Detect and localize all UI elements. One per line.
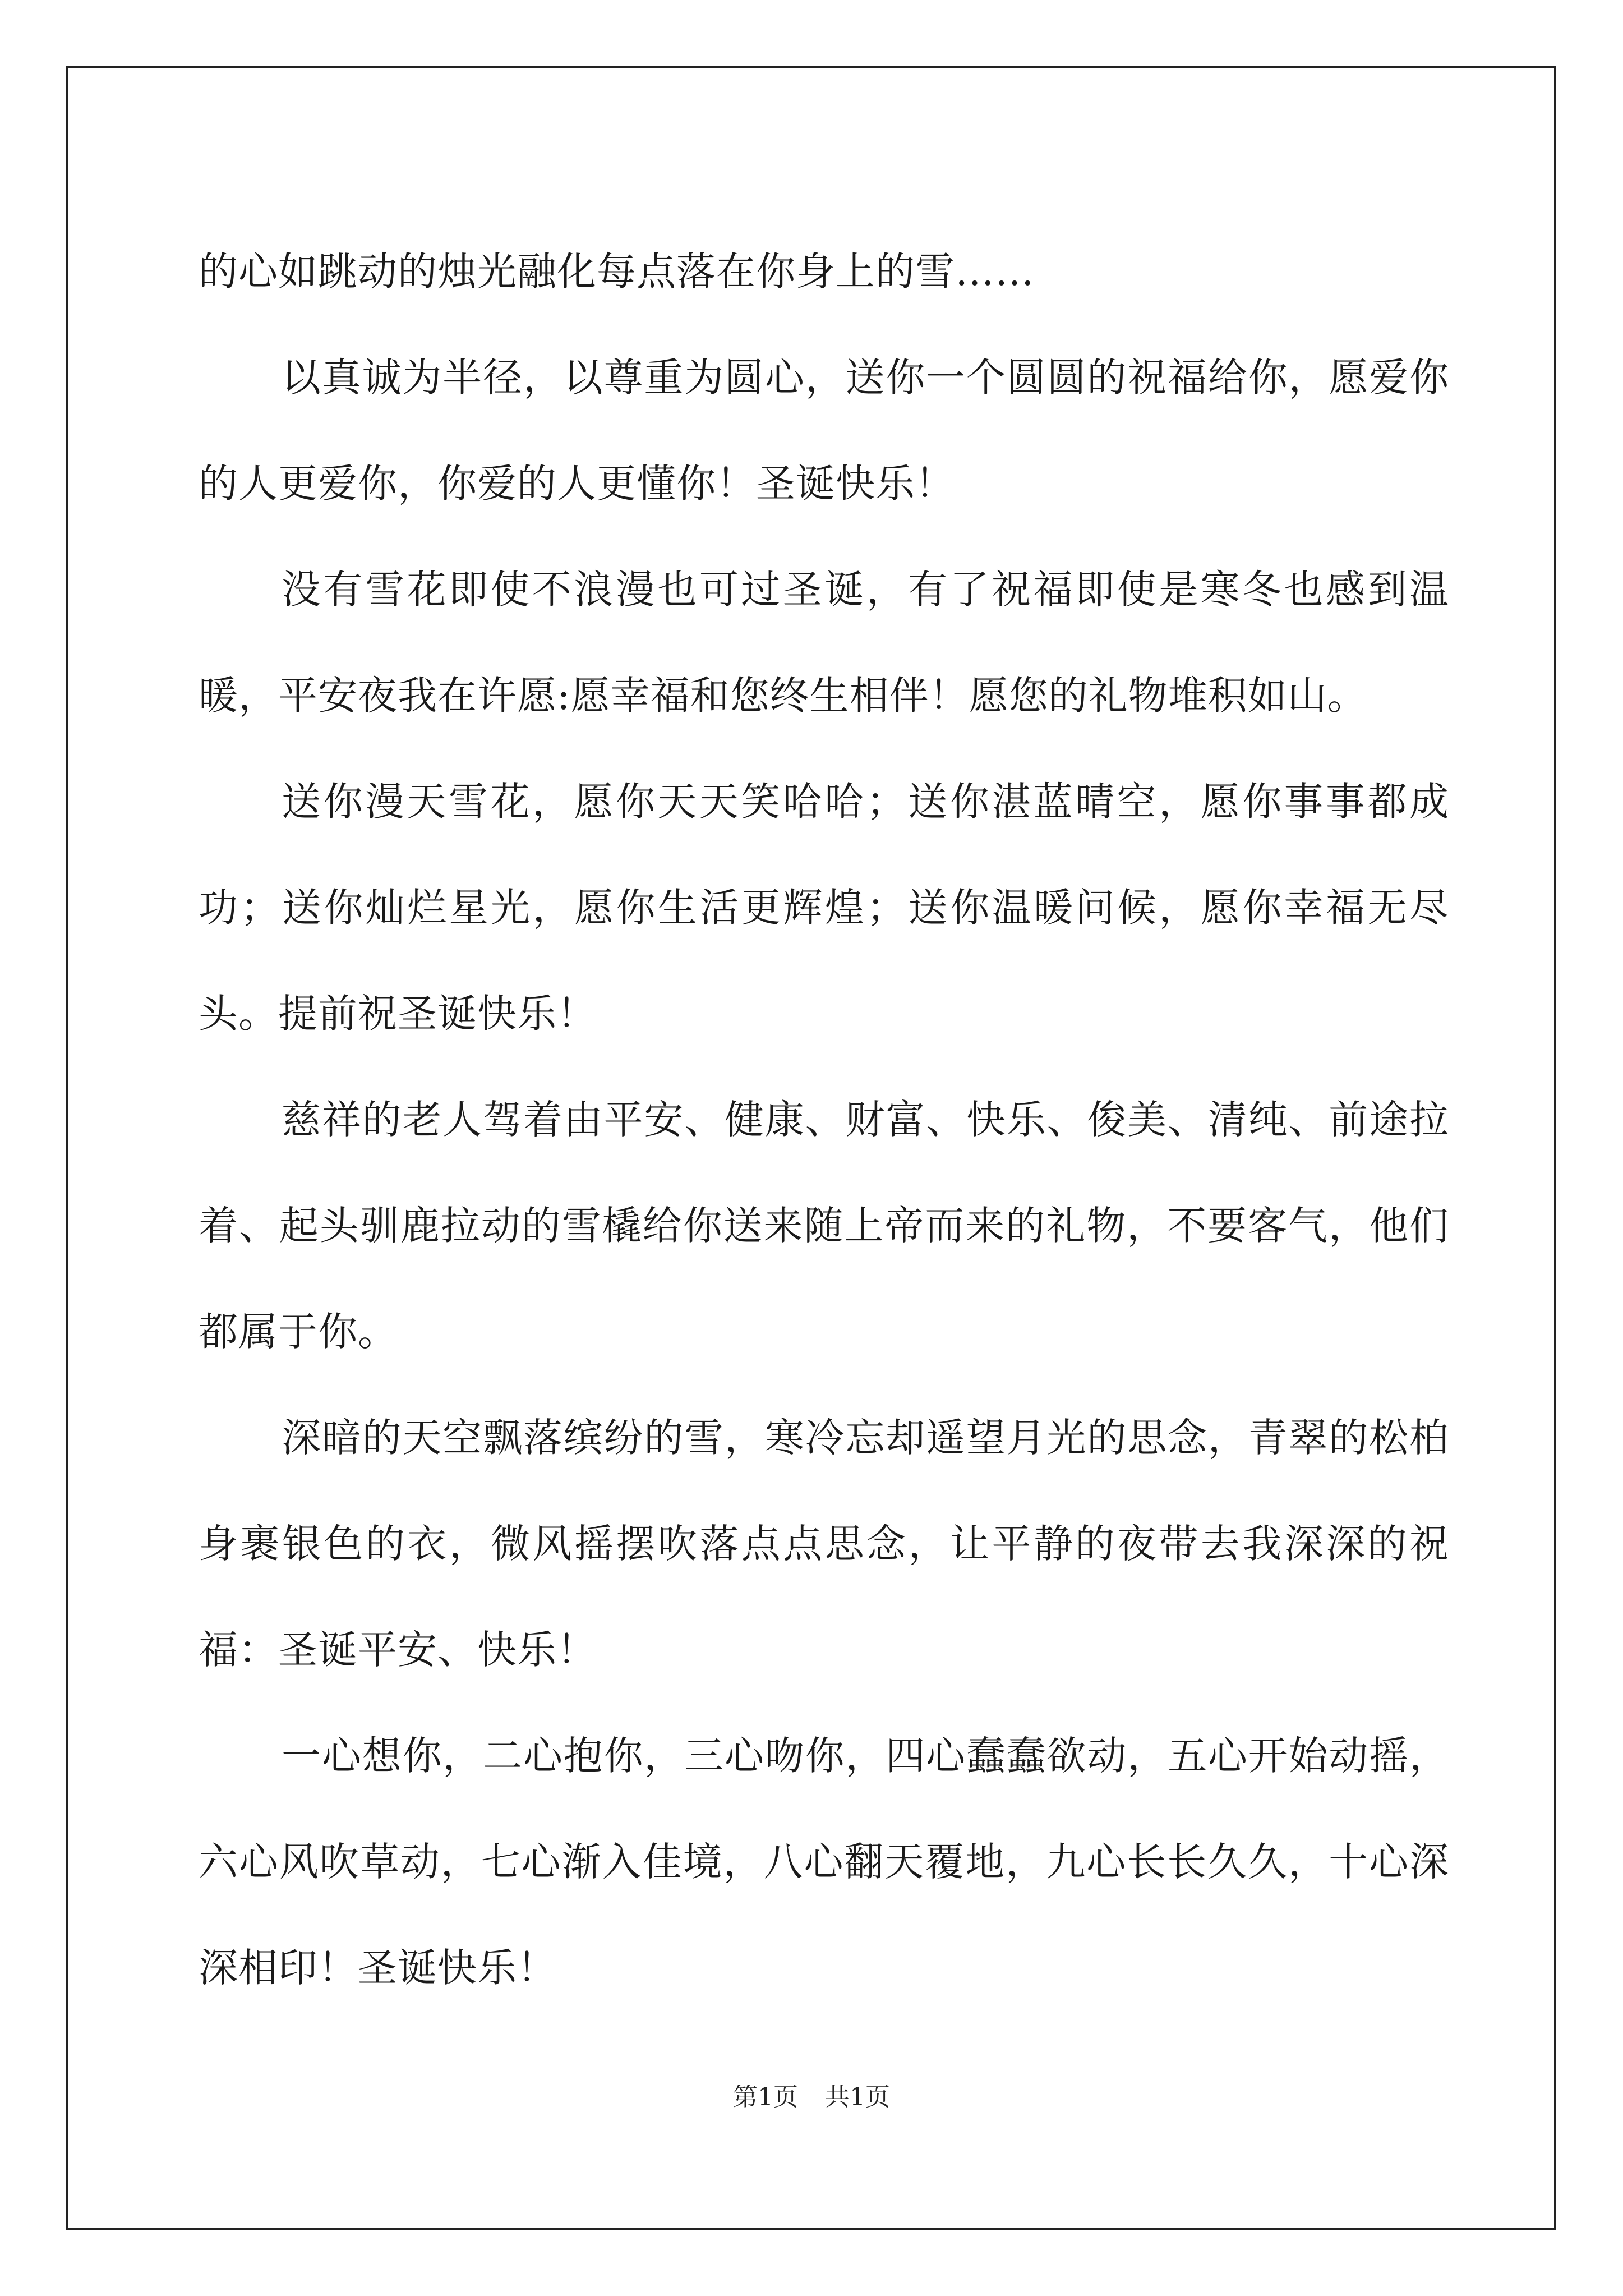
paragraph-2: 以真诚为半径，以尊重为圆心，送你一个圆圆的祝福给你，愿爱你的人更爱你，你爱的人更懂你！圣诞快乐！ (199, 355, 1449, 507)
paragraph-7: 一心想你，二心抱你，三心吻你，四心蠢蠢欲动，五心开始动摇，六心风吹草动，七心渐入佳境，八心翻天覆地，九心长长久久，十心深深相印！圣诞快乐！ (199, 1733, 1449, 1991)
paragraph-5: 慈祥的老人驾着由平安、健康、财富、快乐、俊美、清纯、前途拉着、起头驯鹿拉动的雪橇给你送来随上帝而来的礼物，不要客气，他们都属于你。 (199, 1097, 1449, 1355)
document-body (199, 219, 1449, 2021)
page-footer (0, 2077, 1623, 2113)
paragraph-6: 深暗的天空飘落缤纷的雪，寒冷忘却遥望月光的思念，青翠的松柏身裹银色的衣，微风摇摆吹落点点思念，让平静的夜带去我深深的祝福：圣诞平安、快乐！ (199, 1415, 1449, 1673)
paragraph-4: 送你漫天雪花，愿你天天笑哈哈；送你湛蓝晴空，愿你事事都成功；送你灿烂星光，愿你生活更辉煌；送你温暖问候，愿你幸福无尽头。提前祝圣诞快乐！ (199, 779, 1449, 1037)
paragraph-3: 没有雪花即使不浪漫也可过圣诞，有了祝福即使是寒冬也感到温暖，平安夜我在许愿:愿幸福和您终生相伴！愿您的礼物堆积如山。 (199, 567, 1449, 719)
page-number: 第1页 (733, 2083, 798, 2111)
paragraph-1: 的心如跳动的烛光融化每点落在你身上的雪…… (199, 249, 1035, 295)
page-total: 共1页 (825, 2083, 890, 2111)
